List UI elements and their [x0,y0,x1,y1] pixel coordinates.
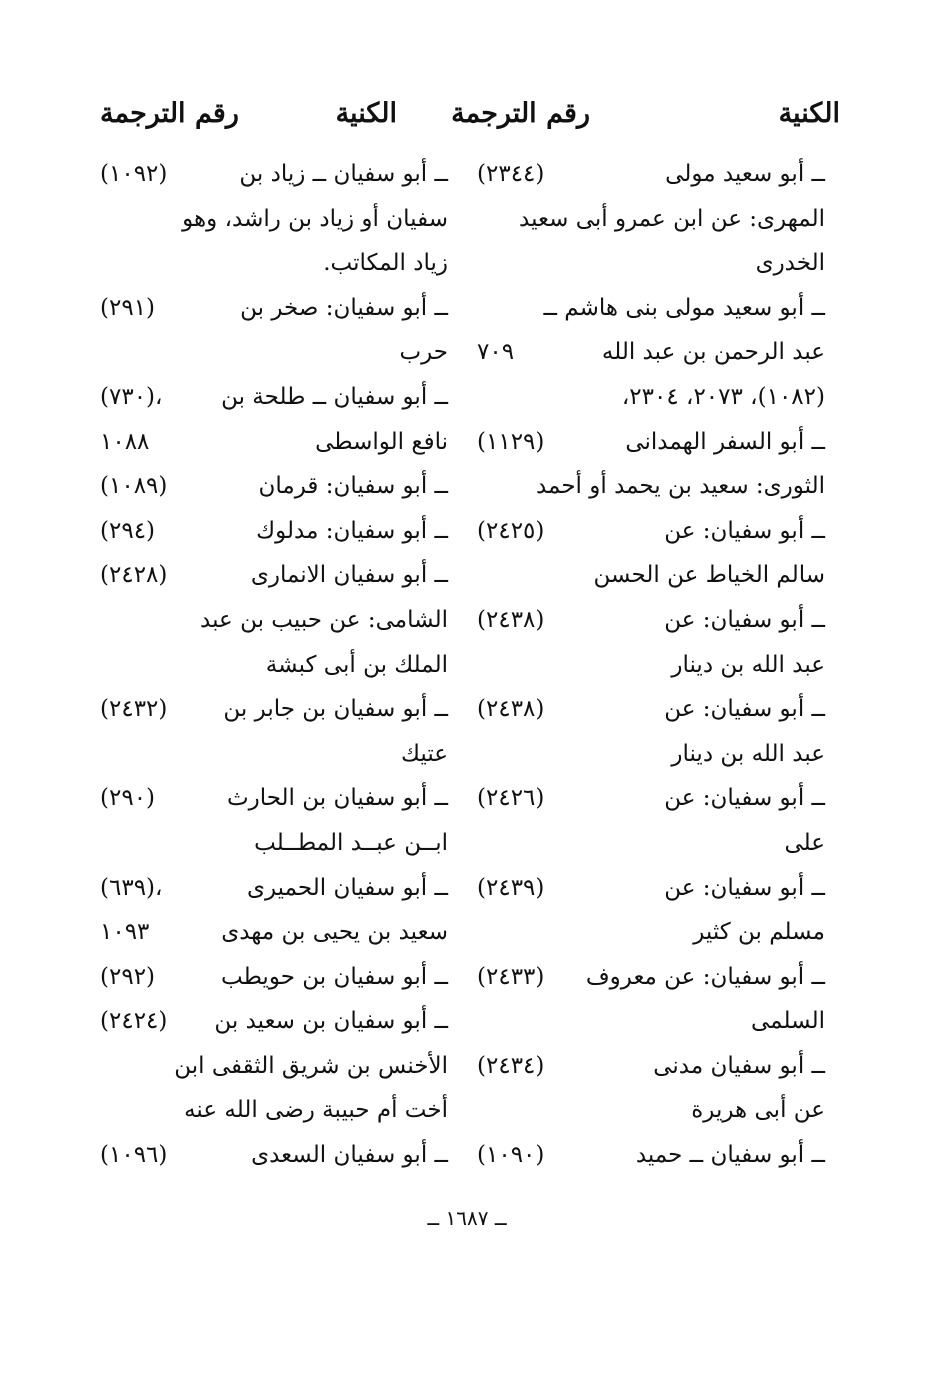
entry-number: (١٠٩٠) [477,1142,545,1169]
entry-line: ــ أبو سفيان بن الحارث [226,785,448,812]
entry-line: ــ أبو سفيان مدنى [653,1052,825,1079]
entry-line: (١٠٨٢)، ٢٠٧٣، ٢٣٠٤، [621,383,825,410]
entry-line: ــ أبو سفيان: صخر بن [240,294,448,321]
entry-line: أخت أم حبيبة رضى الله عنه [184,1097,448,1124]
entry-line: ــ أبو سفيان: مدلوك [256,517,448,544]
entry-number: (١٠٨٩) [100,473,168,500]
entry-line: ــ أبو سفيان الانمارى [250,562,448,589]
header-number-right: رقم الترجمة [451,98,590,129]
entry [477,286,825,420]
entry-number: (٢٤٣٤) [477,1052,545,1079]
entry [477,1133,825,1178]
entry [100,866,448,955]
entry-line: ابــن عبــد المطــلب [254,829,448,856]
entry-line: ــ أبو سفيان: قرمان [258,473,448,500]
entry [100,999,448,1133]
entry-number: (٢٤٣٨) [477,696,545,723]
entry-line: عن أبى هريرة [691,1097,825,1124]
entry-number: (٢٩٤) [100,517,156,544]
entry [477,776,825,865]
entry-number: (٢٤٣٣) [477,963,545,990]
page-number: ــ ١٦٨٧ ــ [427,1206,507,1230]
entry-number: (٢٤٣٢) [100,696,168,723]
entry-line: ــ أبو سفيان: عن [664,696,825,723]
entry-extra-number: ١٠٨٨ [100,428,150,455]
entry [477,152,825,286]
entry-number: (١١٢٩) [477,428,545,455]
entry-line: ــ أبو سعيد مولى [665,161,825,187]
entry-line: زياد المكاتب. [323,250,448,277]
entry-line: ــ أبو سفيان الحميرى [246,874,448,901]
entry-number: (٢٤٢٤) [100,1008,168,1035]
entry-line: الخدرى [755,250,825,277]
entry-number: (٢٤٣٨) [477,606,545,633]
entry-line: الشامى: عن حبيب بن عبد [200,606,448,633]
entry [477,1044,825,1133]
entry-line: ــ أبو سفيان: عن [664,785,825,812]
entry-line: ــ أبو سفيان: عن [664,517,825,544]
column-headers [100,98,840,138]
entry [100,776,448,865]
entry-line: سالم الخياط عن الحسن [593,562,825,589]
entry-line: نافع الواسطى [315,428,448,455]
entry-number: (٢٣٤٤) [477,161,545,187]
entry-number: (١٠٩٦) [100,1142,168,1169]
header-number-left: رقم الترجمة [100,98,239,129]
entry-number: (٢٤٣٩) [477,874,545,901]
right-column [477,152,825,1178]
entry-number: ٧٠٩ [477,339,515,366]
header-kunya-right: الكنية [778,98,840,129]
entry-number: (٢٤٢٦) [477,785,545,812]
entry-line: المهرى: عن ابن عمرو أبى سعيد [519,205,825,232]
entry-line: ــ أبو سفيان ــ زياد بن [239,161,448,187]
entry-extra-number: ١٠٩٣ [100,919,150,946]
entry [100,1133,448,1178]
entry-line: ــ أبو سفيان: عن معروف [585,963,825,990]
entry-line: سفيان أو زياد بن راشد، وهو [182,205,448,232]
entry [100,375,448,464]
entry-number: (٢٩٢) [100,963,156,990]
entry-line: عبد الله بن دينار [671,651,825,678]
entry-line: عبد الرحمن بن عبد الله [601,339,825,366]
entry [100,286,448,375]
entry-number: (٢٤٢٨) [100,562,168,589]
entry-line: السلمى [751,1008,825,1035]
entry-line: ــ أبو سفيان السعدى [251,1142,448,1169]
entry-line: ــ أبو سفيان ــ طلحة بن [221,383,448,410]
entry-line: مسلم بن كثير [693,919,825,946]
entry-line: الملك بن أبى كبشة [265,651,448,678]
entry-line: حرب [399,339,448,366]
entry [100,509,448,554]
entry [477,509,825,598]
entry-line: عبد الله بن دينار [671,740,825,767]
entry [477,687,825,776]
entry-line: ــ أبو سعيد مولى بنى هاشم ــ [543,294,825,321]
entry-line: عتيك [401,740,448,767]
entry [100,464,448,509]
entry-line: ــ أبو سفيان بن حويطب [220,963,448,990]
entry-line: ــ أبو السفر الهمدانى [625,428,825,455]
entry-line: ــ أبو سفيان بن جابر بن [223,696,448,723]
entry [100,152,448,286]
entry-number: (٢٤٢٥) [477,517,545,544]
entry [477,866,825,955]
header-kunya-left: الكنية [335,98,397,129]
entry-number: (٢٩١) [100,294,156,321]
entry [100,553,448,687]
entry [100,955,448,1000]
entry [100,687,448,776]
entry-line: على [784,829,825,856]
entry-line: ــ أبو سفيان: عن [664,606,825,633]
entry-number: (٢٩٠) [100,785,156,812]
entry-line: الأخنس بن شريق الثقفى ابن [174,1052,448,1079]
entry-line: الثورى: سعيد بن يحمد أو أحمد [535,473,825,500]
entry-number: (٦٣٩)، [100,874,163,901]
entry [477,598,825,687]
entry-number: (١٠٩٢) [100,161,168,187]
left-column [100,152,448,1178]
entry-line: ــ أبو سفيان ــ حميد [635,1142,825,1169]
entry-line: سعيد بن يحيى بن مهدى [221,919,448,946]
entry [477,955,825,1044]
entry-number: (٧٣٠)، [100,383,163,410]
entry [477,420,825,509]
entry-line: ــ أبو سفيان: عن [664,874,825,901]
entry-line: ــ أبو سفيان بن سعيد بن [214,1008,448,1035]
